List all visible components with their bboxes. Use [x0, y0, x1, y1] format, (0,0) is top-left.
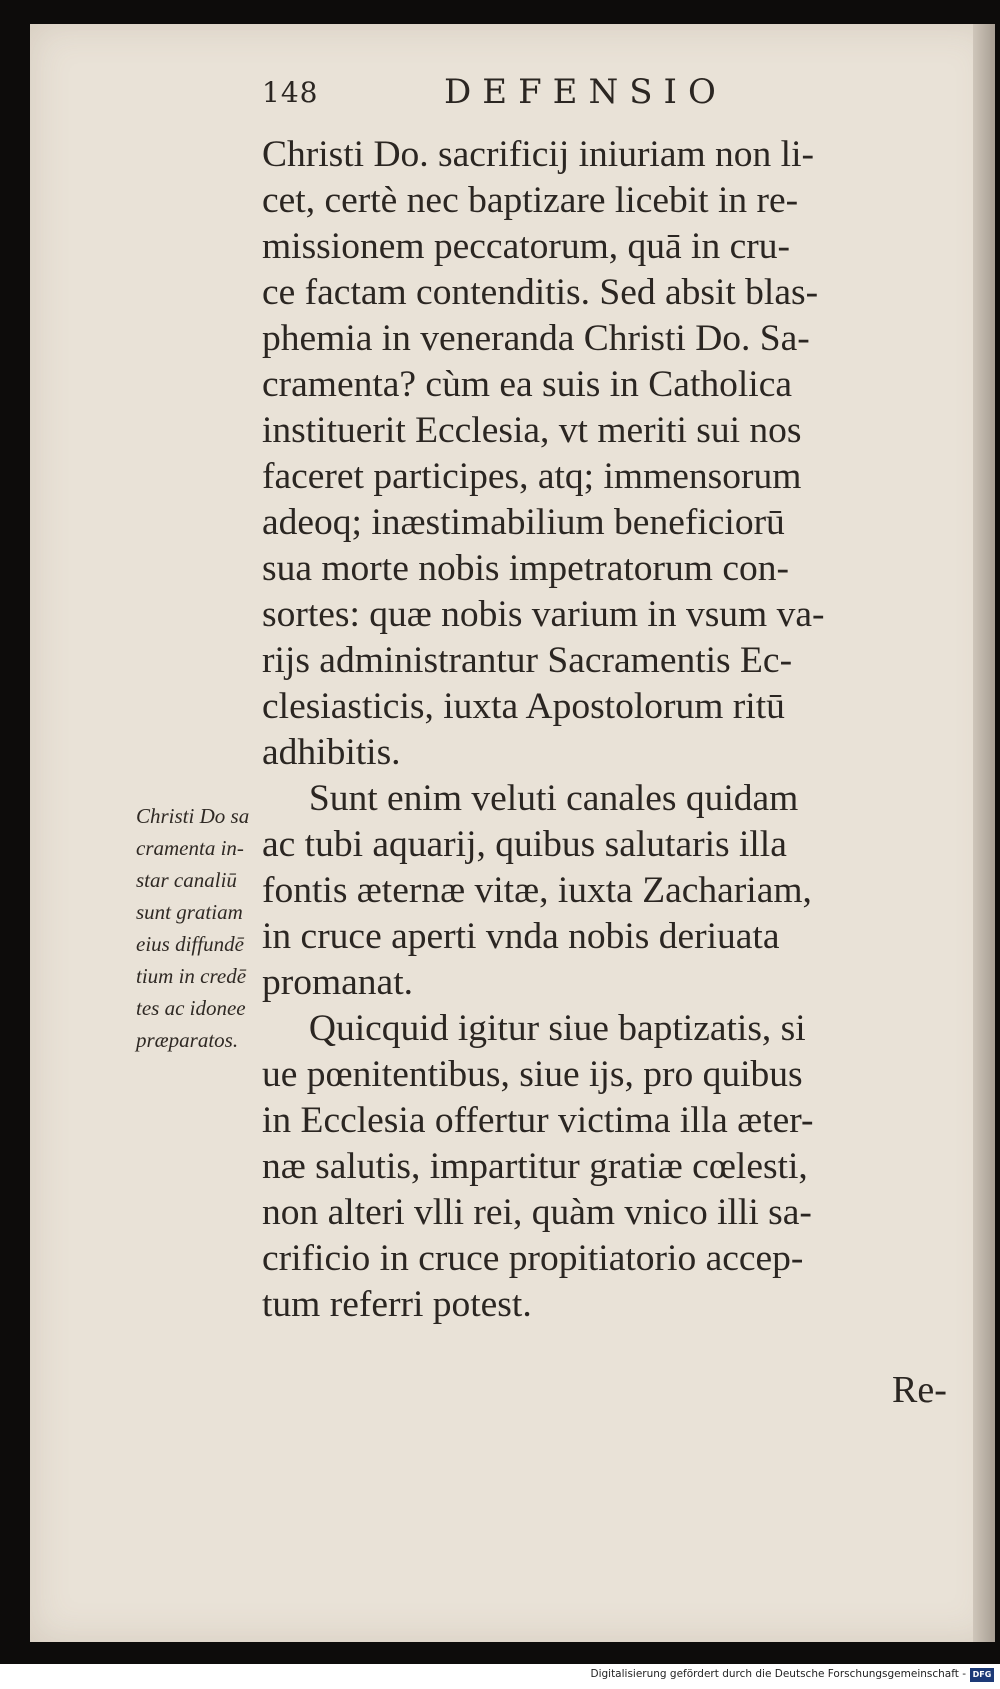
text-line: phemia in veneranda Christi Do. Sa- [262, 318, 810, 359]
running-head: DEFENSIO [444, 72, 727, 112]
text-line: in Ecclesia offertur victima illa æter- [262, 1100, 814, 1141]
text-line: sortes: quæ nobis varium in vsum va- [262, 594, 825, 635]
marginal-line: cramenta in- [136, 836, 244, 860]
page-number: 148 [262, 76, 319, 109]
text-line: adhibitis. [262, 732, 401, 773]
marginal-line: Christi Do sa [136, 804, 250, 828]
text-line: instituerit Ecclesia, vt meriti sui nos [262, 410, 802, 451]
marginal-line: eius diffundē [136, 932, 244, 956]
footer-bar [0, 1664, 1000, 1689]
page-header [262, 72, 822, 116]
page-edge [973, 24, 995, 1642]
footer-credit: Digitalisierung gefördert durch die Deutsche Forschungsgemeinschaft - [590, 1668, 966, 1680]
text-line: cet, certè nec baptizare licebit in re- [262, 180, 799, 221]
text-line: Quicquid igitur siue baptizatis, si [262, 1008, 806, 1049]
dfg-logo-icon: DFG [970, 1668, 994, 1682]
text-line: rijs administrantur Sacramentis Ec- [262, 640, 793, 681]
text-line: ac tubi aquarij, quibus salutaris illa [262, 824, 787, 865]
text-line: fontis æternæ vitæ, iuxta Zachariam, [262, 870, 812, 911]
text-line: ue pœnitentibus, siue ijs, pro quibus [262, 1054, 803, 1095]
text-line: Christi Do. sacrificij iniuriam non li- [262, 134, 814, 175]
text-line: næ salutis, impartitur gratiæ cœlesti, [262, 1146, 808, 1187]
text-line: sua morte nobis impetratorum con- [262, 548, 789, 589]
marginal-line: sunt gratiam [136, 900, 243, 924]
marginal-note [136, 800, 286, 1056]
marginal-line: tes ac idonee [136, 996, 246, 1020]
marginal-line: star canaliū [136, 868, 237, 892]
text-line: Sunt enim veluti canales quidam [262, 778, 799, 819]
text-line: missionem peccatorum, quā in cru- [262, 226, 790, 267]
marginal-line: præparatos. [136, 1028, 239, 1052]
text-line: in cruce aperti vnda nobis deriuata [262, 916, 780, 957]
marginal-line: tium in credē [136, 964, 247, 988]
text-line: non alteri vlli rei, quàm vnico illi sa- [262, 1192, 812, 1233]
text-line: ce factam contenditis. Sed absit blas- [262, 272, 819, 313]
text-line: tum referri potest. [262, 1284, 532, 1325]
text-line: cramenta? cùm ea suis in Catholica [262, 364, 792, 405]
main-text [262, 132, 952, 1328]
text-line: adeoq; inæstimabilium beneficiorū [262, 502, 785, 543]
text-line: clesiasticis, iuxta Apostolorum ritū [262, 686, 785, 727]
text-line: promanat. [262, 962, 413, 1003]
catchword: Re- [892, 1369, 947, 1411]
text-line: faceret participes, atq; immensorum [262, 456, 802, 497]
text-line: crificio in cruce propitiatorio accep- [262, 1238, 804, 1279]
